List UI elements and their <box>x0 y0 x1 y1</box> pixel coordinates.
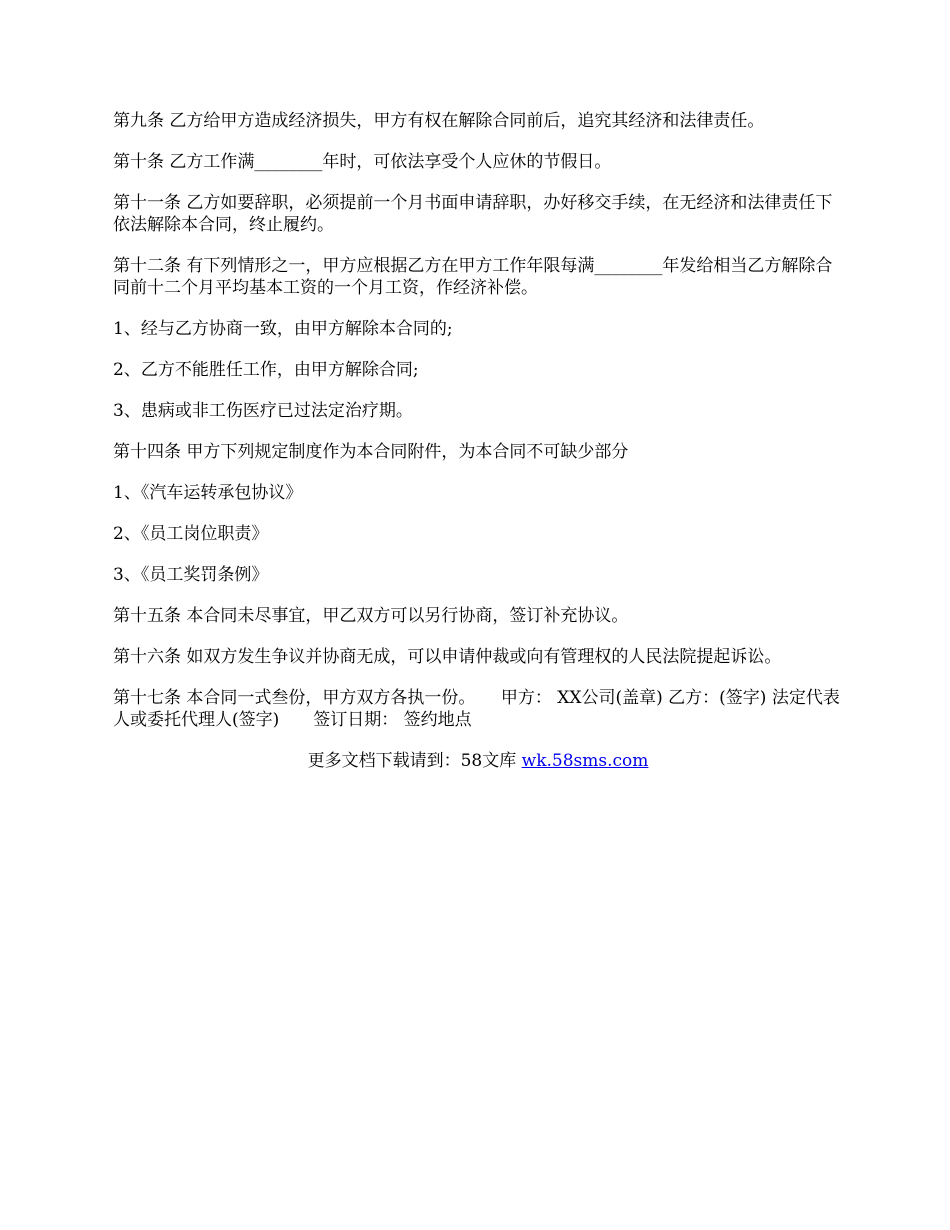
clause-14-item-3: 3、《员工奖罚条例》 <box>113 565 269 585</box>
clause-11: 第十一条 乙方如要辞职，必须提前一个月书面申请辞职，办好移交手续，在无经济和法律责任下依法解除本合同，终止履约。 <box>113 193 833 235</box>
clause-12-item-1: 1、经与乙方协商一致，由甲方解除本合同的; <box>113 319 453 339</box>
footer-link[interactable]: wk.58sms.com <box>521 751 649 771</box>
clause-15: 第十五条 本合同未尽事宜，甲乙双方可以另行协商，签订补充协议。 <box>113 606 629 626</box>
clause-12: 第十二条 有下列情形之一，甲方应根据乙方在甲方工作年限每满________年发给相当乙方解除合同前十二个月平均基本工资的一个月工资，作经济补偿。 <box>113 256 833 298</box>
clause-12-item-2: 2、乙方不能胜任工作，由甲方解除合同; <box>113 360 419 380</box>
footer-prefix: 更多文档下载请到：58文库 <box>307 751 522 771</box>
clause-14-item-2: 2、《员工岗位职责》 <box>113 524 269 544</box>
clause-16: 第十六条 如双方发生争议并协商无成，可以申请仲裁或向有管理权的人民法院提起诉讼。 <box>113 647 782 667</box>
clause-10: 第十条 乙方工作满________年时，可依法享受个人应休的节假日。 <box>113 152 612 172</box>
footer-download-note <box>113 750 843 772</box>
clause-14-item-1: 1、《汽车运转承包协议》 <box>113 483 303 503</box>
clause-9: 第九条 乙方给甲方造成经济损失，甲方有权在解除合同前后，追究其经济和法律责任。 <box>113 111 765 131</box>
clause-17: 第十七条 本合同一式叁份，甲方双方各执一份。 甲方： XX公司(盖章) 乙方：(签字) 法定代表人或委托代理人(签字) 签订日期： 签约地点 <box>113 688 840 730</box>
document-page <box>113 110 843 772</box>
clause-14: 第十四条 甲方下列规定制度作为本合同附件，为本合同不可缺少部分 <box>113 442 629 462</box>
clause-12-item-3: 3、患病或非工伤医疗已过法定治疗期。 <box>113 401 413 421</box>
